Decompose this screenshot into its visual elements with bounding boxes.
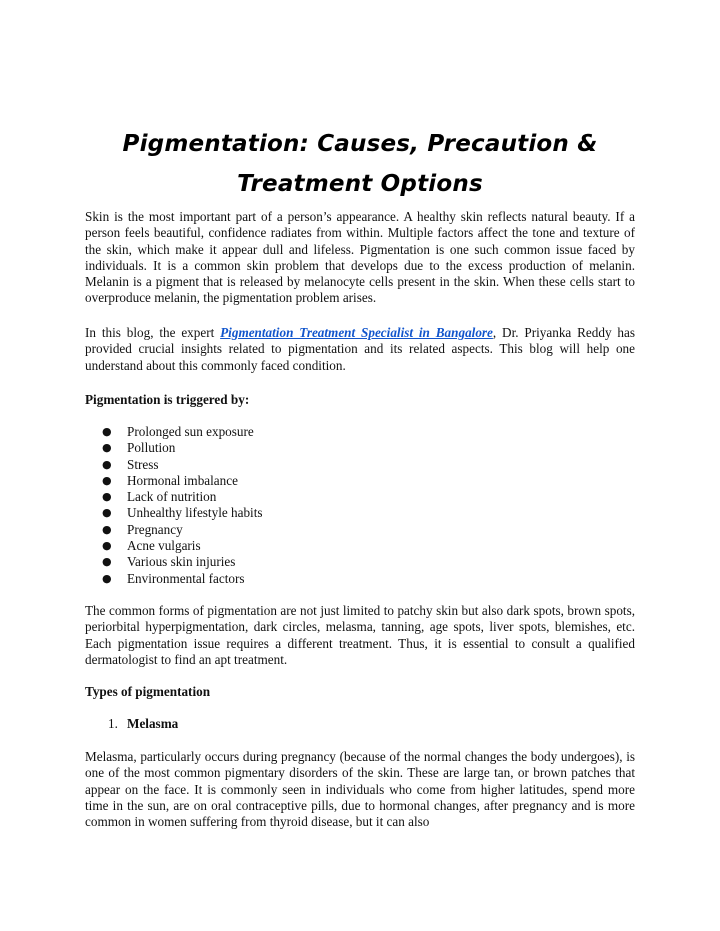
list-item-text: Acne vulgaris <box>127 538 201 554</box>
list-item-text: Lack of nutrition <box>127 489 217 505</box>
list-item-text: Stress <box>127 456 159 472</box>
melasma-heading: Melasma <box>127 716 179 731</box>
melasma-paragraph: Melasma, particularly occurs during pregnancy (because of the normal changes the body undergoes), is one of the most common pigmentary disorders of the skin. These are large tan, or brown patches that appear on the face. It is commonly seen in individuals who come from higher latitudes, spend more time in the sun, are on oral contraceptive pills, due to hormonal changes, after pregnancy and is more common in women suffering from thyroid disease, but it can also <box>85 749 635 830</box>
forms-paragraph: The common forms of pigmentation are not just limited to patchy skin but also dark spots, brown spots, periorbital hyperpigmentation, dark circles, melasma, tanning, age spots, liver spots, blemishes, etc. Each pigmentation issue requires a different treatment. Thus, it is essential to consult a qualified dermatologist to find an apt treatment. <box>85 603 635 667</box>
list-item <box>85 457 585 473</box>
blog-paragraph-after: , Dr. Priyanka Reddy has provided crucial insights related to pigmentation and its related aspects. This blog will help one understand about this commonly faced condition. <box>85 325 635 373</box>
bullet-icon: ● <box>102 441 112 455</box>
bullet-icon: ● <box>102 522 112 536</box>
triggers-list <box>85 424 585 587</box>
list-item <box>85 522 585 538</box>
list-item-text: Unhealthy lifestyle habits <box>127 505 263 521</box>
bullet-icon: ● <box>102 473 112 487</box>
document-title: Pigmentation: Causes, Precaution & Treatment Options <box>122 131 598 197</box>
list-item <box>85 571 585 587</box>
bullet-icon: ● <box>102 539 112 553</box>
blog-paragraph <box>85 325 635 374</box>
specialist-link[interactable]: Pigmentation Treatment Specialist in Bangalore <box>220 325 493 340</box>
bullet-icon: ● <box>102 457 112 471</box>
list-item-text: Various skin injuries <box>127 554 236 570</box>
types-heading: Types of pigmentation <box>85 684 211 699</box>
bullet-icon: ● <box>102 490 112 504</box>
triggers-heading: Pigmentation is triggered by: <box>85 392 250 407</box>
list-number: 1. <box>108 716 118 731</box>
list-item <box>85 489 585 505</box>
list-item-text: Hormonal imbalance <box>127 472 238 488</box>
bullet-icon: ● <box>102 506 112 520</box>
intro-paragraph: Skin is the most important part of a person’s appearance. A healthy skin reflects natural beauty. If a person feels beautiful, confidence radiates from within. Multiple factors affect the tone and texture of the skin, which make it appear dull and lifeless. Pigmentation is one such common issue faced by individuals. It is a common skin problem that develops due to the excess production of melanin. Melanin is a pigment that is released by melanocyte cells present in the skin. When these cells start to overproduce melanin, the pigmentation problem arises. <box>85 209 635 306</box>
list-item <box>85 424 585 440</box>
list-item-text: Pregnancy <box>127 521 183 537</box>
bullet-icon: ● <box>102 571 112 585</box>
list-item-text: Pollution <box>127 440 176 456</box>
list-item-text: Prolonged sun exposure <box>127 424 254 439</box>
list-item-text: Environmental factors <box>127 570 245 586</box>
list-item <box>85 554 585 570</box>
blog-paragraph-before: In this blog, the expert <box>85 325 221 340</box>
list-item <box>85 505 585 521</box>
bullet-icon: ● <box>102 555 112 569</box>
list-item <box>85 473 585 489</box>
list-item <box>85 538 585 554</box>
list-item <box>85 440 585 456</box>
bullet-icon: ● <box>102 425 112 438</box>
